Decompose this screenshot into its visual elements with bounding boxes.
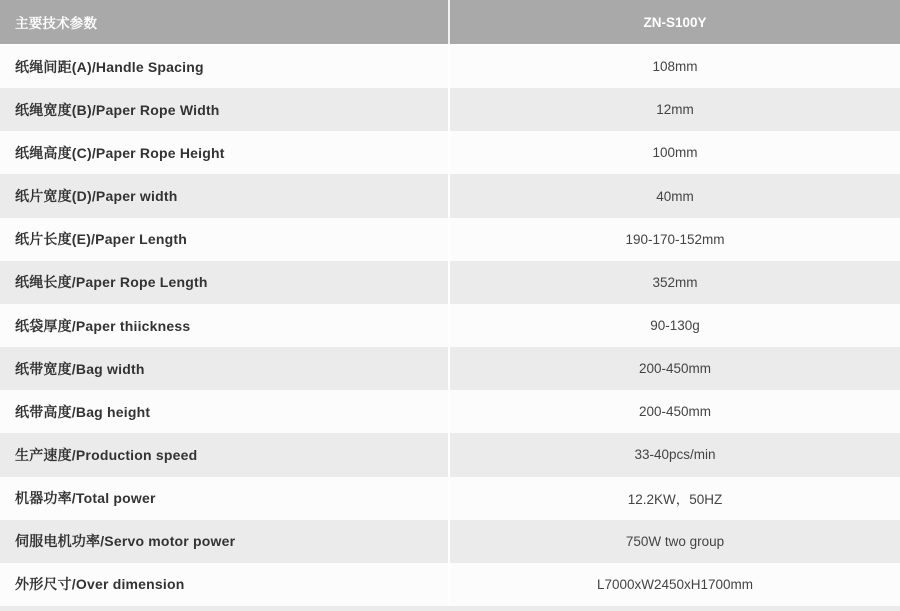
spec-value: 12mm — [448, 88, 900, 131]
spec-value: 200-450mm — [448, 347, 900, 390]
spec-value: 12.2KW，50HZ — [448, 477, 900, 520]
spec-label: 机器功率/Total power — [0, 477, 448, 520]
spec-label: 纸片宽度(D)/Paper width — [0, 174, 448, 217]
spec-value: 200-450mm — [448, 390, 900, 433]
spec-label: 纸袋厚度/Paper thiickness — [0, 304, 448, 347]
table-row — [0, 261, 900, 304]
spec-label: 伺服电机功率/Servo motor power — [0, 520, 448, 563]
table-bottom-strip — [0, 606, 900, 611]
table-row — [0, 520, 900, 563]
table-row — [0, 433, 900, 476]
spec-label: 纸绳高度(C)/Paper Rope Height — [0, 131, 448, 174]
table-row — [0, 218, 900, 261]
spec-value: 33-40pcs/min — [448, 433, 900, 476]
spec-value: 190-170-152mm — [448, 218, 900, 261]
spec-label: 生产速度/Production speed — [0, 433, 448, 476]
spec-value: 750W two group — [448, 520, 900, 563]
spec-value: 40mm — [448, 174, 900, 217]
table-row — [0, 174, 900, 217]
table-row — [0, 304, 900, 347]
spec-label: 纸绳长度/Paper Rope Length — [0, 261, 448, 304]
table-header-model: ZN-S100Y — [448, 0, 900, 44]
spec-value: 100mm — [448, 131, 900, 174]
spec-label: 纸绳宽度(B)/Paper Rope Width — [0, 88, 448, 131]
spec-value: 352mm — [448, 261, 900, 304]
table-row — [0, 131, 900, 174]
table-row — [0, 390, 900, 433]
spec-label: 外形尺寸/Over dimension — [0, 563, 448, 606]
table-header-row — [0, 0, 900, 45]
spec-value: 108mm — [448, 45, 900, 88]
table-header-title: 主要技术参数 — [0, 0, 448, 44]
spec-value: L7000xW2450xH1700mm — [448, 563, 900, 606]
spec-label: 纸带宽度/Bag width — [0, 347, 448, 390]
table-row — [0, 88, 900, 131]
spec-label: 纸带高度/Bag height — [0, 390, 448, 433]
table-row — [0, 563, 900, 606]
spec-label: 纸绳间距(A)/Handle Spacing — [0, 45, 448, 88]
table-row — [0, 347, 900, 390]
spec-label: 纸片长度(E)/Paper Length — [0, 218, 448, 261]
table-row — [0, 45, 900, 88]
spec-value: 90-130g — [448, 304, 900, 347]
table-row — [0, 477, 900, 520]
